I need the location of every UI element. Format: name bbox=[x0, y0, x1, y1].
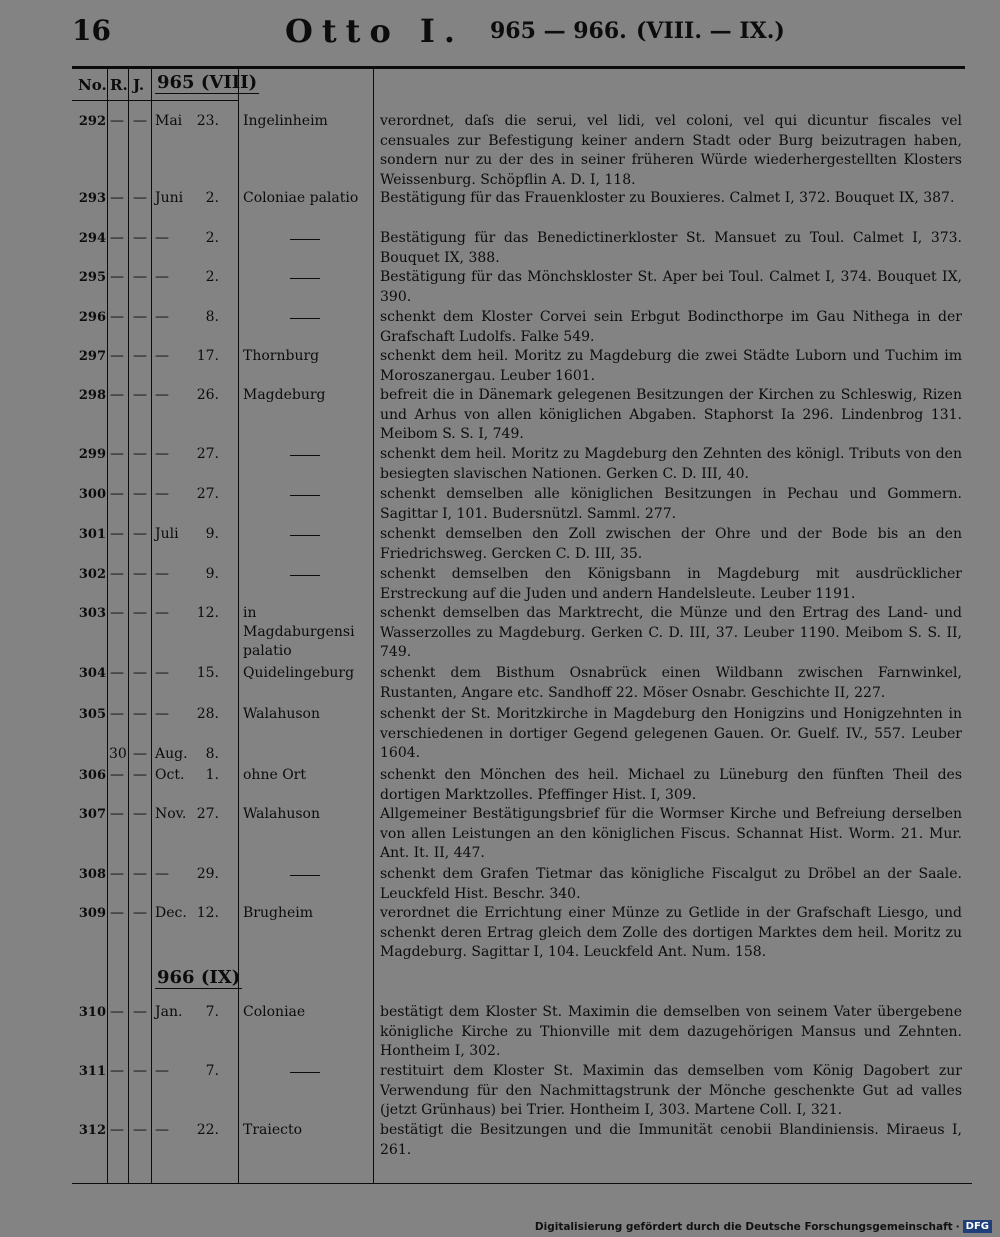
entry-r: — bbox=[110, 665, 124, 681]
entry-r: — bbox=[110, 566, 124, 582]
entry-number: 296 bbox=[78, 310, 106, 325]
entry-text: schenkt dem Grafen Tietmar das königliche Fiscalgut zu Dröbel an der Saale. Leuckfeld Hist. Beschr. 340. bbox=[380, 866, 962, 902]
entry-r: — bbox=[110, 486, 124, 502]
entry-r: — bbox=[110, 230, 124, 246]
entry-r: — bbox=[110, 446, 124, 462]
entry-text: schenkt dem Kloster Corvei sein Erbgut Bodincthorpe im Gau Nithega in der Grafschaft Ludolfs. Falke 549. bbox=[380, 309, 962, 345]
entry-month: — bbox=[155, 605, 169, 621]
entry-place: Walahuson bbox=[243, 706, 321, 722]
bottom-rule bbox=[72, 1183, 972, 1184]
entry-r: — bbox=[110, 526, 124, 542]
entry-month: — bbox=[155, 230, 169, 246]
entry-month: — bbox=[155, 866, 169, 882]
entry-r: — bbox=[110, 905, 124, 921]
entry-place: Ingelinheim bbox=[243, 113, 328, 129]
entry-text: schenkt demselben den Zoll zwischen der Ohre und der Bode bis an den Friedrichsweg. Gercken C. D. III, 35. bbox=[380, 526, 962, 562]
place-ditto-dash bbox=[290, 575, 320, 576]
entry-number: 302 bbox=[78, 567, 106, 582]
entry-text: verordnet, daſs die serui, vel lidi, vel coloni, vel qui dicuntur fiscales vel censuales zur Befestigung keiner andern Stadt oder Burg beizutragen haben, sondern nur zu der des in seiner früheren Würde wiederhergestellten Klosters Weissenburg. Schöpflin A. D. I, 118. bbox=[380, 113, 962, 188]
entry-text: bestätigt dem Kloster St. Maximin die demselben von seinem Vater übergebene königliche Kirche zu Thionville mit dem dazugehörigen Mansus und Zehnten. Hontheim I, 302. bbox=[380, 1004, 962, 1060]
entry-text: schenkt dem heil. Moritz zu Magdeburg die zwei Städte Luborn und Tuchim im Moroszanergau. Leuber 1601. bbox=[380, 348, 962, 384]
entry-text: Bestätigung für das Mönchskloster St. Aper bei Toul. Calmet I, 374. Bouquet IX, 390. bbox=[380, 269, 962, 305]
entry-number: 292 bbox=[78, 114, 106, 129]
year-heading-966: 966 (IX) bbox=[157, 967, 241, 988]
entry-j: — bbox=[133, 190, 147, 206]
year-heading-965: 965 (VIII) bbox=[157, 72, 258, 93]
entry-r: — bbox=[110, 113, 124, 129]
entry-month: Nov. bbox=[155, 806, 187, 822]
entry-j: — bbox=[133, 1122, 147, 1138]
entry-month: — bbox=[155, 706, 169, 722]
entry-day: 26. bbox=[196, 387, 219, 403]
entry-j: — bbox=[133, 230, 147, 246]
entry-text: schenkt demselben alle königlichen Besitzungen in Pechau und Gommern. Sagittar I, 101. Budersnützl. Samml. 277. bbox=[380, 486, 962, 522]
entry-r: — bbox=[110, 866, 124, 882]
entry-place: Walahuson bbox=[243, 806, 321, 822]
entry-day: 29. bbox=[196, 866, 219, 882]
entry-place: Coloniae bbox=[243, 1004, 306, 1020]
entry-j: — bbox=[133, 706, 147, 722]
entry-number: 311 bbox=[78, 1064, 106, 1079]
entry-month: — bbox=[155, 566, 169, 582]
entry-day: 8. bbox=[205, 746, 219, 762]
entry-day: 17. bbox=[196, 348, 219, 364]
entry-r: — bbox=[110, 767, 124, 783]
period: (VIII. — IX.) bbox=[636, 18, 785, 44]
entry-place: Traiecto bbox=[243, 1122, 303, 1138]
entry-text: schenkt dem heil. Moritz zu Magdeburg den Zehnten des königl. Tributs von den besiegten slavischen Nationen. Gerken C. D. III, 40. bbox=[380, 446, 962, 482]
entry-r: — bbox=[110, 1122, 124, 1138]
entry-j: — bbox=[133, 665, 147, 681]
entry-number: 305 bbox=[78, 707, 106, 722]
column-divider bbox=[238, 68, 239, 1183]
column-divider bbox=[373, 68, 374, 1183]
entry-j: — bbox=[133, 1004, 147, 1020]
entry-day: 23. bbox=[196, 113, 219, 129]
entry-j: — bbox=[133, 387, 147, 403]
entry-text: schenkt demselben das Marktrecht, die Münze und den Ertrag des Land- und Wasserzolles zu Magdeburg. Gerken C. D. III, 37. Leuber 1190. Meibom S. S. II, 749. bbox=[380, 605, 962, 661]
entry-month: Oct. bbox=[155, 767, 185, 783]
entry-day: 12. bbox=[196, 905, 219, 921]
entry-place: ohne Ort bbox=[243, 767, 306, 783]
column-divider bbox=[151, 68, 152, 1183]
entry-r: — bbox=[110, 605, 124, 621]
entry-r: — bbox=[110, 269, 124, 285]
entry-day: 28. bbox=[196, 706, 219, 722]
entry-day: 8. bbox=[205, 309, 219, 325]
entry-r: — bbox=[110, 806, 124, 822]
place-ditto-dash bbox=[290, 1072, 320, 1073]
place-ditto-dash bbox=[290, 239, 320, 240]
entry-j: — bbox=[133, 746, 147, 762]
entry-j: — bbox=[133, 566, 147, 582]
entry-place: Quidelingeburg bbox=[243, 665, 355, 681]
entry-j: — bbox=[133, 113, 147, 129]
entry-month: — bbox=[155, 309, 169, 325]
entry-r: — bbox=[110, 1063, 124, 1079]
footer-text: Digitalisierung gefördert durch die Deutsche Forschungsgemeinschaft bbox=[534, 1220, 953, 1233]
entry-day: 9. bbox=[205, 526, 219, 542]
entry-r: 30 bbox=[109, 746, 127, 762]
entry-number: 297 bbox=[78, 349, 106, 364]
entry-day: 2. bbox=[205, 190, 219, 206]
footer: Digitalisierung gefördert durch die Deutsche Forschungsgemeinschaft · DFG bbox=[535, 1220, 992, 1233]
entry-text: Bestätigung für das Benedictinerkloster St. Mansuet zu Toul. Calmet I, 373. Bouquet IX, 388. bbox=[380, 230, 962, 266]
entry-day: 2. bbox=[205, 230, 219, 246]
entry-j: — bbox=[133, 269, 147, 285]
header-underline bbox=[72, 100, 239, 101]
place-ditto-dash bbox=[290, 875, 320, 876]
entry-text: Bestätigung für das Frauenkloster zu Bouxieres. Calmet I, 372. Bouquet IX, 387. bbox=[380, 190, 955, 206]
entry-month: — bbox=[155, 269, 169, 285]
column-header-r: R. bbox=[110, 76, 128, 94]
entry-text: schenkt dem Bisthum Osnabrück einen Wildbann zwischen Farnwinkel, Rustanten, Angare etc. Sandhoff 22. Möser Osnabr. Geschichte II, 227. bbox=[380, 665, 962, 701]
entry-month: — bbox=[155, 665, 169, 681]
entry-day: 2. bbox=[205, 269, 219, 285]
column-divider bbox=[128, 68, 129, 1183]
place-ditto-dash bbox=[290, 495, 320, 496]
entry-place: Brugheim bbox=[243, 905, 314, 921]
entry-month: — bbox=[155, 1122, 169, 1138]
page-number: 16 bbox=[72, 14, 111, 47]
entry-text: Allgemeiner Bestätigungsbrief für die Wormser Kirche und Befreiung derselben von allen Leistungen an den königlichen Fiscus. Schannat Hist. Worm. 21. Mur. Ant. It. II, 447. bbox=[380, 806, 962, 862]
place-ditto-dash bbox=[290, 318, 320, 319]
entry-number: 295 bbox=[78, 270, 106, 285]
entry-text: schenkt der St. Moritzkirche in Magdeburg den Honigzins und Honigzehnten in verschiedenen in dortiger Gegend gelegenen Gauen. Or. Guelf. IV., 557. Leuber 1604. bbox=[380, 706, 962, 762]
entry-number: 303 bbox=[78, 606, 106, 621]
entry-number: 299 bbox=[78, 447, 106, 462]
entry-j: — bbox=[133, 309, 147, 325]
entry-day: 27. bbox=[196, 446, 219, 462]
place-ditto-dash bbox=[290, 278, 320, 279]
entry-day: 7. bbox=[205, 1004, 219, 1020]
entry-month: Jan. bbox=[155, 1004, 183, 1020]
entry-place: Coloniae palatio bbox=[243, 190, 359, 206]
entry-month: — bbox=[155, 387, 169, 403]
entry-r: — bbox=[110, 348, 124, 364]
column-header-no: No. bbox=[78, 76, 107, 94]
entry-place: Thornburg bbox=[243, 348, 320, 364]
entry-month: Dec. bbox=[155, 905, 187, 921]
entry-number: 294 bbox=[78, 231, 106, 246]
entry-day: 15. bbox=[196, 665, 219, 681]
entry-r: — bbox=[110, 309, 124, 325]
place-ditto-dash bbox=[290, 535, 320, 536]
entry-number: 301 bbox=[78, 527, 106, 542]
entry-number: 300 bbox=[78, 487, 106, 502]
entry-j: — bbox=[133, 526, 147, 542]
entry-month: Juli bbox=[155, 526, 179, 542]
entry-text: verordnet die Errichtung einer Münze zu Getlide in der Grafschaft Liesgo, und schenkt deren Ertrag gleich dem Zolle des dortigen Marktes dem heil. Moritz zu Magdeburg. Sagittar I, 104. Leuckfeld Ant. Num. 158. bbox=[380, 905, 962, 961]
entry-text: restituirt dem Kloster St. Maximin das demselben vom König Dagobert zur Verwendung für den Nachmittagstrunk der Mönche geschenkte Gut ad valles (jetzt Grünhaus) bei Trier. Hontheim I, 303. Martene Coll. I, 321. bbox=[380, 1063, 962, 1119]
entry-r: — bbox=[110, 1004, 124, 1020]
entry-day: 27. bbox=[196, 486, 219, 502]
entry-day: 27. bbox=[196, 806, 219, 822]
entry-j: — bbox=[133, 806, 147, 822]
entry-number: 304 bbox=[78, 666, 106, 681]
dfg-logo: DFG bbox=[963, 1220, 992, 1233]
entry-r: — bbox=[110, 190, 124, 206]
entry-number: 308 bbox=[78, 867, 106, 882]
entry-j: — bbox=[133, 905, 147, 921]
entry-j: — bbox=[133, 486, 147, 502]
entry-month: — bbox=[155, 446, 169, 462]
entry-place: Magdeburg bbox=[243, 387, 326, 403]
entry-j: — bbox=[133, 1063, 147, 1079]
column-header-j: J. bbox=[133, 76, 145, 94]
entry-j: — bbox=[133, 348, 147, 364]
entry-place: in Magdaburgensi palatio bbox=[243, 605, 355, 659]
entry-day: 12. bbox=[196, 605, 219, 621]
entry-number: 310 bbox=[78, 1005, 106, 1020]
entry-day: 9. bbox=[205, 566, 219, 582]
entry-text: schenkt demselben den Königsbann in Magdeburg mit ausdrücklicher Erstreckung auf die Juden und andern Handelsleute. Leuber 1191. bbox=[380, 566, 962, 602]
entry-j: — bbox=[133, 605, 147, 621]
page-title: Otto I. bbox=[285, 12, 465, 50]
entry-month: — bbox=[155, 1063, 169, 1079]
entry-number: 306 bbox=[78, 768, 106, 783]
entry-day: 22. bbox=[196, 1122, 219, 1138]
entry-month: Juni bbox=[155, 190, 184, 206]
entry-day: 1. bbox=[205, 767, 219, 783]
entry-day: 7. bbox=[205, 1063, 219, 1079]
entry-j: — bbox=[133, 767, 147, 783]
entry-r: — bbox=[110, 387, 124, 403]
year-range: 965 — 966. bbox=[490, 18, 627, 44]
entry-month: Aug. bbox=[155, 746, 188, 762]
place-ditto-dash bbox=[290, 455, 320, 456]
entry-j: — bbox=[133, 866, 147, 882]
entry-month: — bbox=[155, 348, 169, 364]
entry-number: 307 bbox=[78, 807, 106, 822]
entry-text: schenkt den Mönchen des heil. Michael zu Lüneburg den fünften Theil des dortigen Marktzolles. Pfeffinger Hist. I, 309. bbox=[380, 767, 962, 803]
entry-month: Mai bbox=[155, 113, 183, 129]
entry-number: 298 bbox=[78, 388, 106, 403]
entry-number: 312 bbox=[78, 1123, 106, 1138]
entry-text: bestätigt die Besitzungen und die Immunität cenobii Blandiniensis. Miraeus I, 261. bbox=[380, 1122, 962, 1158]
entry-month: — bbox=[155, 486, 169, 502]
entry-number: 309 bbox=[78, 906, 106, 921]
entry-number: 293 bbox=[78, 191, 106, 206]
entry-r: — bbox=[110, 706, 124, 722]
column-divider bbox=[107, 68, 108, 1183]
entry-j: — bbox=[133, 446, 147, 462]
header-rule bbox=[72, 66, 965, 69]
entry-text: befreit die in Dänemark gelegenen Besitzungen der Kirchen zu Schleswig, Rizen und Arhus von allen königlichen Abgaben. Staphorst Ia 296. Lindenbrog 131. Meibom S. S. I, 749. bbox=[380, 387, 962, 443]
